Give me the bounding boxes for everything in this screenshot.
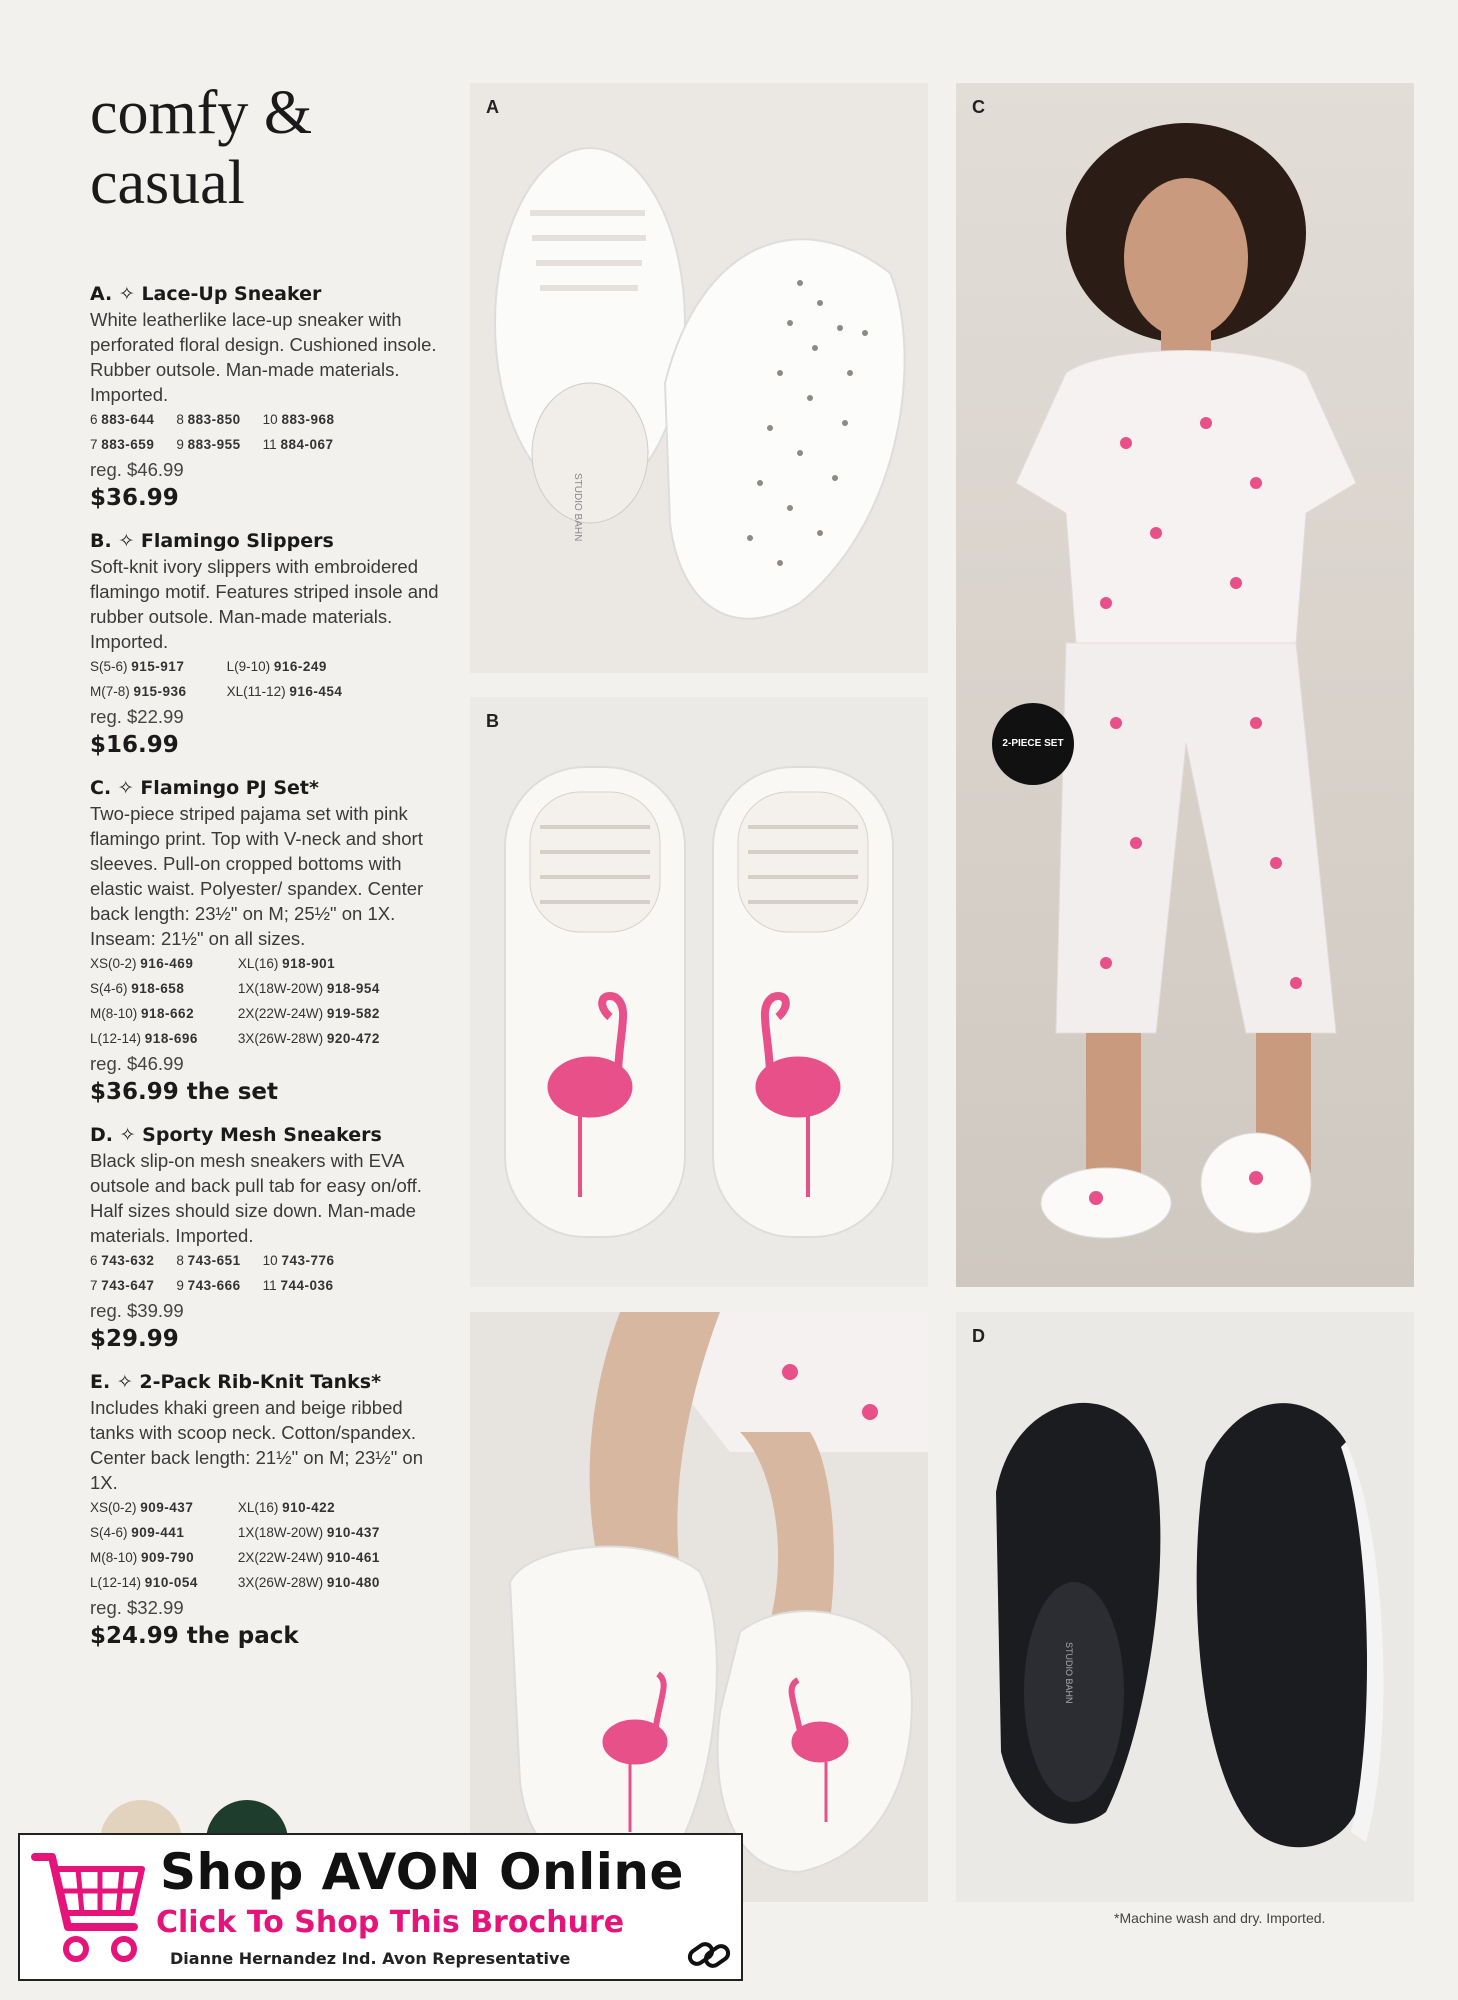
- sku-item: [90, 654, 187, 679]
- sku-number: 918-662: [141, 1006, 195, 1021]
- sku-item: [90, 1570, 198, 1595]
- diamond-icon: ✧: [110, 1371, 140, 1393]
- sku-item: [238, 1545, 380, 1570]
- sku-number: 910-437: [326, 1525, 380, 1540]
- sku-item: [263, 407, 335, 432]
- sku-number: 909-437: [140, 1500, 194, 1515]
- product-heading[interactable]: [90, 1124, 450, 1146]
- mesh-sneakers-illustration: [956, 1312, 1414, 1902]
- product-letter: C.: [90, 777, 112, 799]
- sku-number: 883-850: [187, 412, 241, 427]
- sku-number: 915-917: [131, 659, 185, 674]
- sku-item: [238, 1520, 380, 1545]
- sku-item: [263, 432, 335, 457]
- product-description: Black slip-on mesh sneakers with EVA outsole and back pull tab for easy on/off. Half sizes should size down. Man-made materials. Imported.: [90, 1150, 422, 1246]
- sku-size: XL(11-12): [226, 684, 286, 699]
- product-description: Includes khaki green and beige ribbed tanks with scoop neck. Cotton/spandex. Center back length: 21½" on M; 23½" on 1X.: [90, 1397, 423, 1493]
- product-c: [90, 777, 450, 1108]
- sku-number: 883-659: [101, 437, 155, 452]
- sku-item: [90, 407, 154, 432]
- sku-size: 11: [262, 1278, 277, 1293]
- product-letter: E.: [90, 1371, 111, 1393]
- sneaker-illustration: [470, 83, 928, 673]
- slippers-illustration: [470, 697, 928, 1287]
- shopping-cart-icon: [30, 1845, 150, 1970]
- sku-item: [90, 432, 154, 457]
- sku-number: 918-954: [326, 981, 380, 996]
- model-illustration: [956, 83, 1414, 1287]
- slippers-worn-illustration: [470, 1312, 928, 1902]
- sku-item: [176, 1248, 240, 1273]
- sku-item: [90, 976, 198, 1001]
- sku-size: 3X(26W-28W): [237, 1031, 324, 1046]
- sku-number: 910-054: [144, 1575, 198, 1590]
- sku-number: 883-968: [281, 412, 335, 427]
- sku-number: 910-461: [326, 1550, 380, 1565]
- sku-number: 883-644: [101, 412, 155, 427]
- product-heading[interactable]: [90, 283, 450, 305]
- sku-size: 9: [176, 437, 184, 452]
- sku-size: XS(0-2): [90, 1500, 137, 1515]
- product-heading[interactable]: [90, 777, 450, 799]
- page-title: [90, 78, 430, 218]
- sku-number: 916-454: [289, 684, 343, 699]
- sale-price: $24.99 the pack: [90, 1623, 299, 1649]
- sku-size: 8: [176, 412, 184, 427]
- product-name: Sporty Mesh Sneakers: [142, 1124, 382, 1146]
- sku-list: [90, 951, 450, 1051]
- product-name: Flamingo Slippers: [140, 530, 334, 552]
- sku-size: XL(16): [237, 1500, 279, 1515]
- diamond-icon: ✧: [113, 1124, 143, 1146]
- regular-price: reg. $46.99: [90, 1053, 184, 1074]
- sku-list: [90, 1495, 450, 1595]
- photo-flamingo-pj-set[interactable]: [956, 83, 1414, 1287]
- sku-item: [90, 1273, 154, 1298]
- photo-flamingo-slippers[interactable]: [470, 697, 928, 1287]
- sku-size: XL(16): [237, 956, 279, 971]
- product-heading[interactable]: [90, 1371, 450, 1393]
- diamond-icon: ✧: [111, 530, 141, 552]
- sku-number: 909-441: [131, 1525, 185, 1540]
- product-letter: D.: [90, 1124, 113, 1146]
- sku-number: 743-647: [101, 1278, 155, 1293]
- mesh-shoe-brand-text: STUDIO BAHN: [1064, 1642, 1074, 1704]
- sale-price: $36.99 the set: [90, 1079, 279, 1105]
- sku-item: [90, 679, 187, 704]
- sku-number: 884-067: [280, 437, 334, 452]
- sku-item: [238, 1570, 380, 1595]
- sku-number: 920-472: [326, 1031, 380, 1046]
- sku-item: [176, 1273, 240, 1298]
- sku-item: [90, 1495, 198, 1520]
- sku-item: [238, 1026, 380, 1051]
- sku-number: 743-632: [101, 1253, 155, 1268]
- sku-size: M(8-10): [90, 1550, 138, 1565]
- sku-size: 2X(22W-24W): [237, 1550, 324, 1565]
- sku-number: 910-480: [326, 1575, 380, 1590]
- sku-item: [263, 1248, 335, 1273]
- banner-shop-link[interactable]: Click To Shop This Brochure: [156, 1905, 625, 1940]
- sku-number: 883-955: [187, 437, 241, 452]
- sku-size: 10: [262, 1253, 278, 1268]
- sku-number: 918-696: [144, 1031, 198, 1046]
- sku-size: S(4-6): [90, 981, 128, 996]
- sku-item: [90, 1520, 198, 1545]
- sku-size: 7: [90, 437, 98, 452]
- sku-number: 743-776: [281, 1253, 335, 1268]
- sku-size: L(9-10): [226, 659, 271, 674]
- two-piece-badge: 2-PIECE SET: [992, 703, 1074, 785]
- sku-number: 743-666: [187, 1278, 241, 1293]
- sku-list: [90, 1248, 450, 1298]
- product-a: [90, 283, 450, 514]
- sku-number: 910-422: [282, 1500, 336, 1515]
- sku-size: L(12-14): [90, 1575, 142, 1590]
- product-e: [90, 1371, 450, 1652]
- sku-item: [176, 407, 240, 432]
- sku-item: [238, 1495, 380, 1520]
- sku-size: 1X(18W-20W): [237, 1525, 324, 1540]
- product-letter: B.: [90, 530, 112, 552]
- banner-representative: Dianne Hernandez Ind. Avon Representative: [170, 1949, 571, 1968]
- photo-label-d: D: [972, 1326, 985, 1346]
- sku-item: [90, 1248, 154, 1273]
- product-name: 2-Pack Rib-Knit Tanks*: [139, 1371, 382, 1393]
- product-description: Two-piece striped pajama set with pink flamingo print. Top with V-neck and short sleeves. Pull-on cropped bottoms with elastic waist. Polyester/ spandex. Center back length: 23½" on M; 25½" on 1X. Inseam: 21½" on all sizes.: [90, 803, 424, 949]
- sku-size: M(8-10): [90, 1006, 138, 1021]
- sku-item: [263, 1273, 335, 1298]
- banner-title[interactable]: Shop AVON Online: [160, 1843, 684, 1901]
- product-list: [90, 283, 450, 1668]
- sku-size: 11: [262, 437, 277, 452]
- regular-price: reg. $32.99: [90, 1597, 184, 1618]
- sku-size: 1X(18W-20W): [237, 981, 324, 996]
- sale-price: $36.99: [90, 485, 179, 511]
- sku-size: XS(0-2): [90, 956, 137, 971]
- sku-size: 9: [176, 1278, 184, 1293]
- photo-sporty-mesh-sneakers[interactable]: [956, 1312, 1414, 1902]
- sku-item: [90, 1001, 198, 1026]
- product-description: Soft-knit ivory slippers with embroidered flamingo motif. Features striped insole and rubber outsole. Man-made materials. Imported.: [90, 556, 439, 652]
- sku-item: [238, 976, 380, 1001]
- sku-size: 7: [90, 1278, 98, 1293]
- sku-list: [90, 654, 450, 704]
- sale-price: $29.99: [90, 1326, 179, 1352]
- product-letter: A.: [90, 283, 113, 305]
- diamond-icon: ✧: [112, 283, 142, 305]
- shop-avon-banner[interactable]: [18, 1833, 743, 1981]
- product-b: [90, 530, 450, 761]
- sku-number: 743-651: [187, 1253, 241, 1268]
- sku-size: L(12-14): [90, 1031, 142, 1046]
- sale-price: $16.99: [90, 732, 179, 758]
- regular-price: reg. $22.99: [90, 706, 184, 727]
- photo-label-a: A: [486, 97, 499, 117]
- sku-size: 8: [176, 1253, 184, 1268]
- photo-label-b: B: [486, 711, 499, 731]
- sku-number: 744-036: [280, 1278, 334, 1293]
- sku-number: 915-936: [133, 684, 187, 699]
- sku-item: [238, 951, 380, 976]
- shoe-brand-text: STUDIO BAHN: [572, 473, 583, 542]
- sku-item: [227, 654, 343, 679]
- product-heading[interactable]: [90, 530, 450, 552]
- product-d: [90, 1124, 450, 1355]
- sku-size: S(5-6): [90, 659, 128, 674]
- sku-number: 909-790: [141, 1550, 195, 1565]
- sku-number: 916-249: [273, 659, 327, 674]
- sku-size: 10: [262, 412, 278, 427]
- sku-number: 916-469: [140, 956, 194, 971]
- photo-label-c: C: [972, 97, 985, 117]
- sku-size: S(4-6): [90, 1525, 128, 1540]
- sku-item: [90, 951, 198, 976]
- regular-price: reg. $46.99: [90, 459, 184, 480]
- sku-size: 6: [90, 1253, 98, 1268]
- sku-item: [176, 432, 240, 457]
- footnote: *Machine wash and dry. Imported.: [1114, 1910, 1326, 1926]
- product-name: Flamingo PJ Set*: [140, 777, 319, 799]
- sku-item: [90, 1545, 198, 1570]
- sku-number: 918-658: [131, 981, 185, 996]
- sku-item: [227, 679, 343, 704]
- product-name: Lace-Up Sneaker: [141, 283, 322, 305]
- sku-list: [90, 407, 450, 457]
- product-description: White leatherlike lace-up sneaker with perforated floral design. Cushioned insole. Rubber outsole. Man-made materials. Imported.: [90, 309, 437, 405]
- sku-item: [90, 1026, 198, 1051]
- sku-item: [238, 1001, 380, 1026]
- photo-slippers-on-feet[interactable]: [470, 1312, 928, 1902]
- link-icon[interactable]: [685, 1935, 735, 1975]
- photo-lace-up-sneakers[interactable]: [470, 83, 928, 673]
- title-line-1: comfy &: [90, 79, 313, 147]
- sku-number: 919-582: [326, 1006, 380, 1021]
- sku-size: 2X(22W-24W): [237, 1006, 324, 1021]
- sku-size: M(7-8): [90, 684, 130, 699]
- diamond-icon: ✧: [111, 777, 141, 799]
- sku-number: 918-901: [282, 956, 336, 971]
- sku-size: 3X(26W-28W): [237, 1575, 324, 1590]
- sku-size: 6: [90, 412, 98, 427]
- regular-price: reg. $39.99: [90, 1300, 184, 1321]
- title-line-2: casual: [90, 149, 245, 217]
